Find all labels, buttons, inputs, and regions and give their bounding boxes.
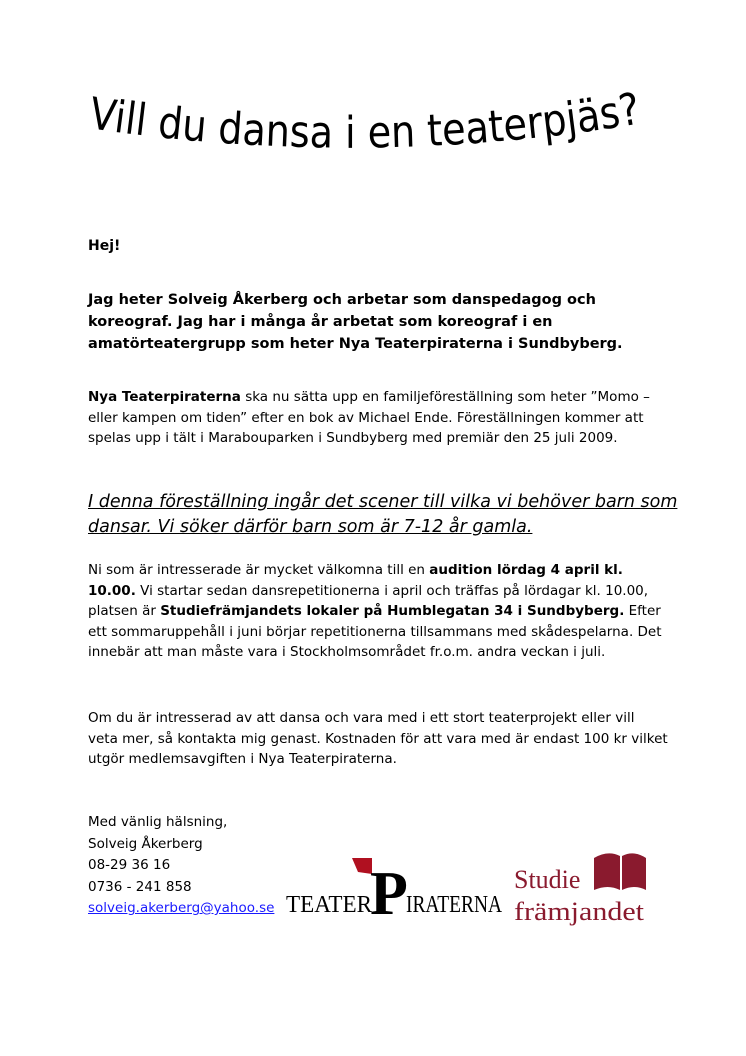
headline-art [0, 0, 746, 200]
studiefromjandet-logo [512, 848, 652, 932]
contact-paragraph: Om du är intresserad av att dansa och vara med i ett stort teaterprojekt eller vill veta mer, så kontakta mig genast. Kostnaden för att vara med är endast 100 kr vilket utgör medlemsavgiften i Nya Teaterpiraterna. [88, 710, 668, 767]
info-text: ska nu sätta upp en familjeföreställning som heter ”Momo – eller kampen om tiden” efter en bok av Michael Ende. Föreställningen kommer att spelas upp i tält i Marabouparken i Sundbyberg med premiär den 25 juli 2009. [88, 389, 650, 446]
audition-paragraph [88, 560, 668, 663]
intro-paragraph: Jag heter Solveig Åkerberg och arbetar som danspedagog och koreograf. Jag har i många år arbetat som koreograf i en amatörteatergrupp som heter Nya Teaterpiraterna i Sundbyberg. [88, 292, 623, 352]
info-paragraph [88, 387, 668, 449]
greeting: Hej! [88, 238, 121, 254]
headline-text: Vill du dansa i en teaterpjäs? [86, 83, 647, 159]
logo-line-2: främjandet [514, 897, 645, 926]
signature [88, 812, 288, 920]
book-icon [594, 853, 646, 890]
teaterpiraterna-logo [286, 852, 506, 928]
audition-venue: Studiefrämjandets lokaler på Humblegatan 34 i Sundbyberg. [160, 603, 625, 619]
audition-text-2: Vi startar sedan dansrepetitionerna i april och träffas på lördagar kl. 10.00, platsen är [88, 582, 649, 619]
audition-text-1: Ni som är intresserade är mycket välkomna till en [88, 562, 430, 578]
phone: 08-29 36 16 [88, 857, 171, 873]
logo-big-letter: P [370, 860, 408, 928]
logo-line-1: Studie [514, 865, 581, 894]
sender-name: Solveig Åkerberg [88, 835, 203, 852]
email-link[interactable]: solveig.akerberg@yahoo.se [88, 900, 275, 916]
mobile: 0736 - 241 858 [88, 878, 192, 895]
closing: Med vänlig hälsning, [88, 814, 228, 830]
call-for-dancers: I denna föreställning ingår det scener till vilka vi behöver barn som dansar. Vi söker därför barn som är 7-12 år gamla. [88, 492, 678, 537]
audition-date: audition lördag 4 april kl. 10.00. [88, 562, 623, 599]
audition-text-3: Efter ett sommaruppehåll i juni börjar repetitionerna tillsammans med skådespelarna. Det innebär att man måste vara i Stockholmsområdet fr.o.m. andra veckan i juli. [88, 603, 662, 660]
headline [0, 0, 746, 200]
logo-word-right: IRATERNA [406, 892, 503, 918]
flag-icon [352, 858, 372, 874]
logo-word-left: TEATER [286, 892, 372, 918]
studiefromjandet-logo-art [512, 848, 652, 932]
teaterpiraterna-logo-art [286, 852, 506, 928]
group-name: Nya Teaterpiraterna [88, 389, 241, 405]
